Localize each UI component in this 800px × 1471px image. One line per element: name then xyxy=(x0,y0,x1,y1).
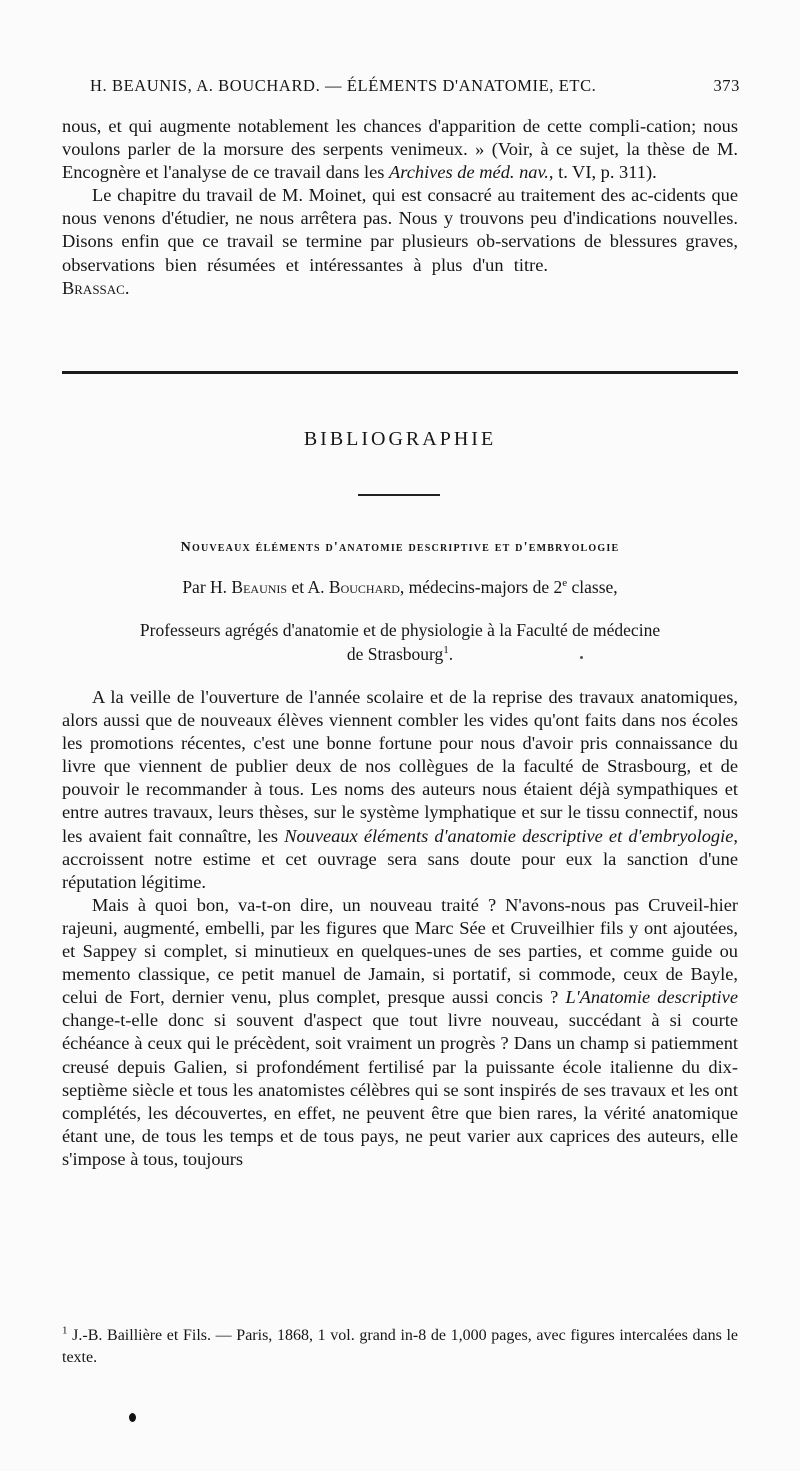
footnote-mark: 1 xyxy=(62,1324,68,1337)
book-affiliation-line-1: Professeurs agrégés d'anatomie et de physiologie à la Faculté de médecine xyxy=(139,620,661,640)
title-underline xyxy=(358,494,440,496)
body-text: Mais à quoi bon, va-t-on dire, un nouveau traité ? N'avons-nous pas Cruveil-hier rajeuni, augmenté, embelli, par les figures que Marc Sée et Cruveilhier fils y ont ajoutées, et Sappey si complet, si minutieux en quelques-unes de ses parties, et comme guide ou memento classique, ce petit manuel de Jamain, si portatif, si commode, ceux de Bayle, celui de Fort, dernier venu, plus complet, presque aussi concis ? xyxy=(62,894,738,1008)
review-text: Le chapitre du travail de M. Moinet, qui est consacré au traitement des ac-cidents que nous venons d'étudier, ne nous arrêtera pas. Nous y trouvons peu d'indications nouvelles. Disons enfin que ce travail se termine par plusieurs ob-servations de blessures graves, observations bien résumées et intéressantes à plus d'un titre. xyxy=(62,185,738,275)
body-paragraph-1 xyxy=(62,686,738,894)
ink-blot xyxy=(129,1413,136,1422)
author-name: Beaunis xyxy=(231,577,288,597)
affiliation-text: de Strasbourg xyxy=(346,644,444,664)
review-body xyxy=(62,686,738,1171)
section-title: BIBLIOGRAPHIE xyxy=(303,428,497,450)
body-text: , accroissent notre estime et cet ouvrage sera sans doute pour eux la sanction d'une réputation légitime. xyxy=(62,825,738,892)
journal-title: Archives de méd. nav. xyxy=(389,162,549,183)
section-divider xyxy=(62,371,738,374)
book-authors xyxy=(0,577,800,598)
review-text: nous, et qui augmente notablement les chances d'apparition de cette compli-cation; nous voulons parler de la morsure des serpents venimeux. » (Voir, à ce sujet, la thèse de M. Encognère et l'analyse de ce travail dans les xyxy=(62,116,738,183)
body-text: change-t-elle donc si souvent d'aspect que tout livre nouveau, succédant à si courte échéance à ceux qui le précèdent, soit vraiment un progrès ? Dans un champ si patiemment creusé depuis Galien, si profondément fertilisé par la puissante école italienne du dix-septième siècle et tous les anatomistes célèbres qui se sont inspirés de ses travaux et les ont complétés, les découvertes, en effet, ne peuvent être que bien rares, la vérité anatomique étant une, de tous les temps et de tous pays, ne peut varier aux caprices des auteurs, elle s'impose à tous, toujours xyxy=(62,1010,738,1169)
author-name: Bouchard xyxy=(328,577,400,597)
page-number: 373 xyxy=(713,76,740,95)
running-title: H. BEAUNIS, A. BOUCHARD. — ÉLÉMENTS D'ANATOMIE, ETC. xyxy=(90,76,597,95)
review-text: , t. VI, p. 311). xyxy=(548,162,657,183)
work-title-italic: L'Anatomie descriptive xyxy=(565,987,738,1008)
authors-text: Par H. xyxy=(182,577,232,597)
footnote-text: J.-B. Baillière et Fils. — Paris, 1868, 1 vol. grand in-8 de 1,000 pages, avec figures intercalées dans le texte. xyxy=(62,1327,738,1366)
review-paragraph-2 xyxy=(62,184,738,299)
footnote xyxy=(62,1325,738,1369)
print-speck xyxy=(580,656,583,659)
authors-text: classe, xyxy=(567,577,618,597)
book-affiliation-line-2 xyxy=(0,644,800,665)
book-title: Nouveaux éléments d'anatomie descriptive et d'embryologie xyxy=(180,540,620,555)
affiliation-text: . xyxy=(448,644,454,664)
footnote-reference: 1 xyxy=(443,644,449,657)
body-paragraph-2 xyxy=(62,894,738,1171)
book-title-italic: Nouveaux éléments d'anatomie descriptive et d'embryologie xyxy=(284,825,734,846)
body-text: A la veille de l'ouverture de l'année scolaire et de la reprise des travaux anatomiques, alors aussi que de nouveaux élèves viennent combler les vides qu'ont faits dans nos écoles les promotions récentes, c'est une bonne fortune pour nous d'avoir pris connaissance du livre que viennent de publier deux de nos collègues de la faculté de Strasbourg, et de pouvoir le recommander à tous. Les noms des auteurs nous étaient déjà sympathiques et entre autres travaux, leurs thèses, sur le système lymphatique et sur le tissu connectif, nous les avaient fait connaître, les xyxy=(62,687,738,846)
review-signature: Brassac. xyxy=(62,277,130,298)
ordinal-superscript: e xyxy=(562,577,568,590)
review-paragraph-1 xyxy=(62,115,738,184)
authors-text: , médecins-majors de 2 xyxy=(399,577,563,597)
authors-text: et A. xyxy=(287,577,329,597)
previous-review-ending xyxy=(62,115,738,300)
